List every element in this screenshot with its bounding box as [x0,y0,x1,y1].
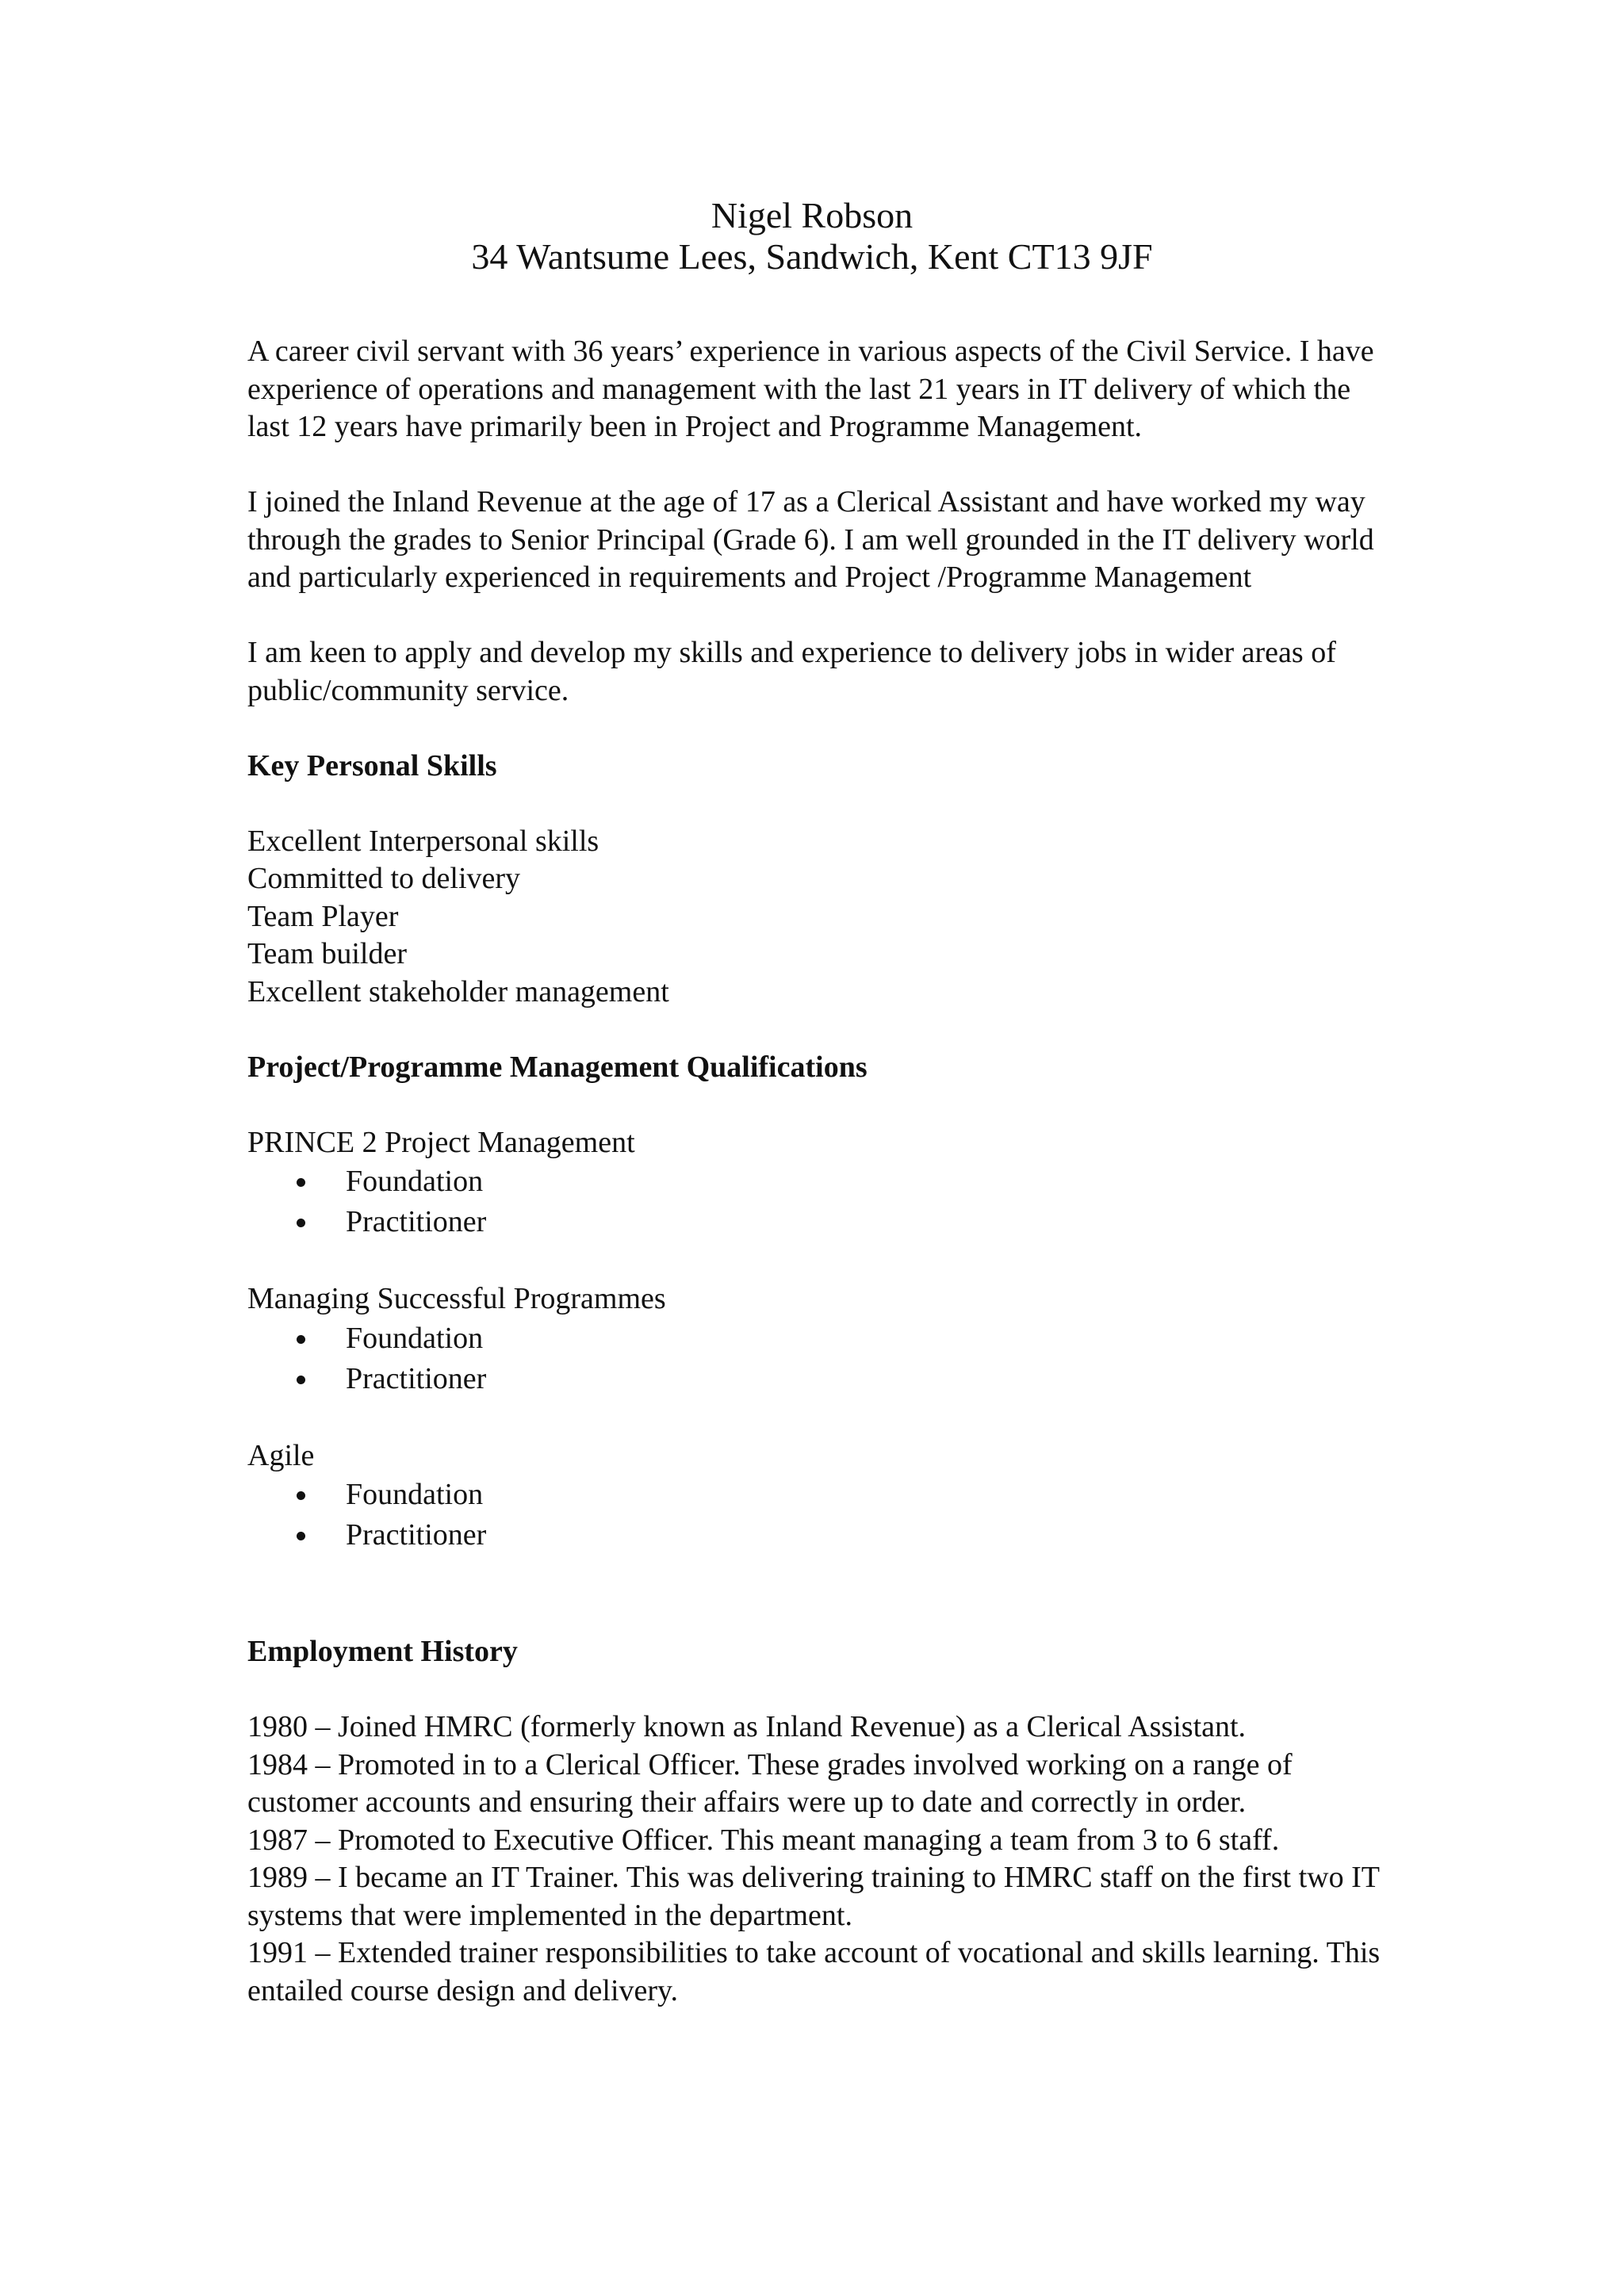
employment-entry: 1980 – Joined HMRC (formerly known as Inland Revenue) as a Clerical Assistant. [247,1710,1247,1743]
qualification-level-label: Foundation [346,1478,484,1511]
qualification-title: Managing Successful Programmes [247,1282,666,1315]
qualification-group [247,1437,1389,1556]
qualification-group [247,1280,1389,1399]
skills-heading: Key Personal Skills [247,748,497,783]
qualification-group [247,1124,1389,1243]
skill-item: Excellent stakeholder management [247,974,669,1008]
qualification-level-label: Foundation [346,1321,484,1355]
skills-list [247,823,1389,1012]
qualification-level-label: Practitioner [346,1205,487,1238]
candidate-name: Nigel Robson [710,195,914,235]
skill-item: Team builder [247,937,407,970]
employment-history [247,1709,1389,2010]
qualification-level-label: Practitioner [346,1518,487,1552]
bullet-icon [297,1178,305,1187]
intro-paragraph: I joined the Inland Revenue at the age of 17 as a Clerical Assistant and have worked my way through the grades to Senior Principal (Grade 6). I am well grounded in the IT delivery world and particularly experienced in requirements and Project /Programme Management [247,485,1374,594]
employment-entry: 1991 – Extended trainer responsibilities to take account of vocational and skills learning. This entailed course design and delivery. [247,1936,1381,2007]
employment-entry: 1989 – I became an IT Trainer. This was delivering training to HMRC staff on the first two IT systems that were implemented in the department. [247,1861,1380,1932]
bullet-icon [297,1491,305,1500]
bullet-icon [297,1376,305,1384]
qualification-level [247,1161,1389,1202]
skill-item: Excellent Interpersonal skills [247,824,599,858]
qualification-levels [247,1161,1389,1242]
bullet-icon [297,1219,305,1227]
qualification-title: Agile [247,1438,315,1472]
intro-paragraph: A career civil servant with 36 years’ experience in various aspects of the Civil Service. I have experience of operations and management with the last 21 years in IT delivery of which the last 12 years have primarily been in Project and Programme Management. [247,335,1374,443]
employment-entry: 1984 – Promoted in to a Clerical Officer. These grades involved working on a range of customer accounts and ensuring their affairs were up to date and correctly in order. [247,1747,1293,1819]
qualification-level [247,1515,1389,1556]
bullet-icon [297,1532,305,1540]
skill-item: Committed to delivery [247,862,521,895]
qualification-level-label: Foundation [346,1165,484,1198]
qualification-levels [247,1318,1389,1399]
employment-entry: 1987 – Promoted to Executive Officer. This meant managing a team from 3 to 6 staff. [247,1823,1280,1857]
qualification-level [247,1359,1389,1399]
intro-paragraph: I am keen to apply and develop my skills and experience to delivery jobs in wider areas of public/community service. [247,636,1336,707]
qualifications-heading: Project/Programme Management Qualifications [247,1050,868,1084]
qualification-level [247,1202,1389,1242]
cv-body [247,333,1389,2010]
cv-header [0,195,1624,277]
candidate-address: 34 Wantsume Lees, Sandwich, Kent CT13 9JF [471,236,1153,277]
qualification-title: PRINCE 2 Project Management [247,1125,635,1159]
qualification-levels [247,1475,1389,1556]
qualification-level [247,1475,1389,1515]
bullet-icon [297,1335,305,1344]
skill-item: Team Player [247,899,399,933]
qualification-level [247,1318,1389,1359]
employment-heading: Employment History [247,1635,518,1668]
qualification-level-label: Practitioner [346,1361,487,1395]
